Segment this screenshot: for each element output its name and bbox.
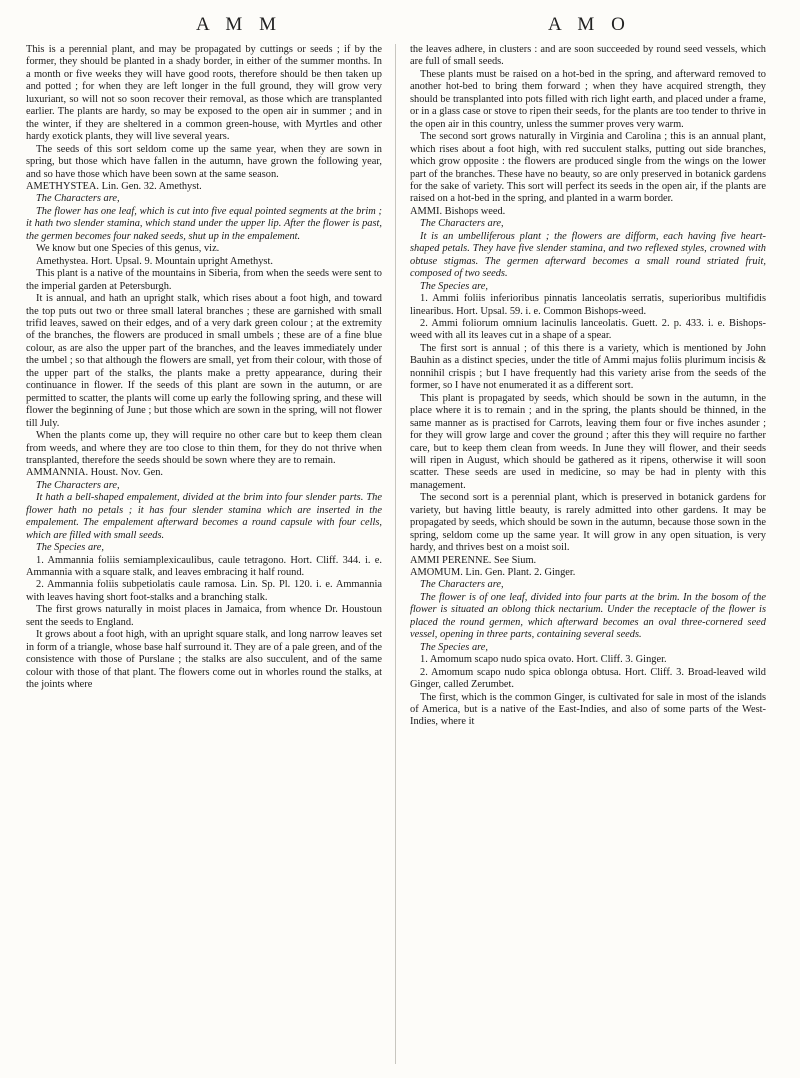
- running-head: [0, 14, 800, 38]
- entry-heading-amethystea: AMETHYSTEA. Lin. Gen. 32. Amethyst.: [26, 180, 202, 192]
- paragraph: This is a perennial plant, and may be propagated by cuttings or seeds ; if by the former, they should be planted in a shady border, in either of the summer months. In a month or five weeks they will have good roots, therefore should be then taken up and potted ; for when they are left longer in the full ground, they will grow very luxuriant, so will not so soon recover their removal, as those which are transplanted earlier. The plants are hardy, so may be exposed to the open air in summer ; and in the winter, if they are sheltered in a common green-house, with Myrtles and other hardy exotick plants, they will live several years.: [26, 44, 382, 143]
- paragraph: These plants must be raised on a hot-bed in the spring, and afterward removed to another hot-bed to bring them forward ; when they have acquired strength, they should be transplanted into pots filled with rich light earth, and placed under a frame, or in a glass case or stove to ripen their seeds, for the plants are too tender to thrive in the open air in this country, unless the summer proves very warm.: [410, 68, 766, 130]
- species-entry: 1. Ammannia foliis semiamplexicaulibus, caule tetragono. Hort. Cliff. 344. i. e. Ammannia with a square stalk, and leaves embracing it half round.: [26, 554, 382, 579]
- paragraph: The second sort grows naturally in Virginia and Carolina ; this is an annual plant, which rises about a foot high, with red succulent stalks, putting out side branches, which grow opposite : the flowers are produced single from the wings on the lower part of the branches. These have no beauty, so are only preserved in botanick gardens for the sake of variety. This sort will perfect its seeds in the open air, if the plants are raised on a hot-bed in the spring, and planted in a warm border.: [410, 131, 766, 205]
- characters-label: The Characters are,: [36, 479, 120, 491]
- species-label: The Species are,: [36, 542, 105, 554]
- running-head-right: A M O: [548, 14, 631, 35]
- paragraph: It grows about a foot high, with an upright square stalk, and long narrow leaves set in form of a triangle, whose base half surround it. They are of a pale green, and of the consistence with those of Purslane ; the stalks are also succulent, and of the same colour with those of that plant. The flowers come out in whorles round the stalks, at the joints where: [26, 629, 382, 691]
- paragraph: It is annual, and hath an upright stalk, which rises about a foot high, and toward the top puts out two or three small lateral branches ; these are garnished with small trifid leaves, sawed on their edges, and of a very dark green colour ; at the extremity of the branches, the flowers are produced in small umbels ; these are of a fine blue colour, as are also the upper part of the branches, and the leaves immediately under the umbel ; so that although the flowers are small, yet from their colour, with those of the upper part of the stalks, the plants make a pretty appearance, during their continuance in flower. If the seeds of this plant are sown in the autumn, or are permitted to scatter, the plants will come up early the following spring, and these will flower the beginning of June ; but those which are sown in the spring, will not flower till July.: [26, 293, 382, 429]
- species-entry: 2. Ammannia foliis subpetiolatis caule ramosa. Lin. Sp. Pl. 120. i. e. Ammannia with leaves having short foot-stalks and a branching stalk.: [26, 579, 382, 603]
- paragraph: We know but one Species of this genus, viz.: [36, 243, 220, 255]
- paragraph: The seeds of this sort seldom come up the same year, when they are sown in spring, but those which have fallen in the autumn, have grown the following year, and so have those which have been sown at the same season.: [26, 143, 382, 180]
- left-column: [26, 44, 382, 1074]
- species-label: The Species are,: [420, 641, 489, 653]
- paragraph: The first grows naturally in moist places in Jamaica, from whence Dr. Houstoun sent the seeds to England.: [26, 604, 382, 628]
- characters-text: The flower is of one leaf, divided into four parts at the brim. In the bosom of the flower is situated an oblong thick nectarium. Under the receptacle of the flower is placed the round germen, which afterward becomes an oval three-cornered seed vessel, opening in three parts, containing several seeds.: [410, 591, 766, 641]
- right-column: [410, 44, 766, 1074]
- entry-heading-ammannia: AMMANNIA. Houst. Nov. Gen.: [26, 467, 163, 479]
- paragraph: When the plants come up, they will require no other care but to keep them clean from weeds, and where they are too close to thin them, for they do not thrive when transplanted, therefore the seeds should be sown where they are to remain.: [26, 430, 382, 466]
- column-divider: [395, 44, 396, 1064]
- characters-text: The flower has one leaf, which is cut into five equal pointed segments at the brim ; it hath two slender stamina, which stand under the upper lip. After the flower is past, the germen becomes four naked seeds, shut up in the empalement.: [26, 205, 382, 242]
- characters-label: The Characters are,: [420, 579, 504, 591]
- paragraph: The first sort is annual ; of this there is a variety, which is mentioned by John Bauhin as a distinct species, under the title of Ammi majus foliis plurimum incisis & nonnihil crispis ; but I have frequently had this variety arise from the seeds of the former, so I have not enumerated it as a different sort.: [410, 342, 766, 392]
- paragraph: The first, which is the common Ginger, is cultivated for sale in most of the islands of America, but is a native of the East-Indies, and also of some parts of the West-Indies, where it: [410, 691, 766, 728]
- species-label: The Species are,: [420, 280, 489, 292]
- running-head-left: A M M: [196, 14, 282, 35]
- species-entry: 1. Ammi foliis inferioribus pinnatis lanceolatis serratis, superioribus multifidis linearibus. Hort. Upsal. 59. i. e. Common Bishops-weed.: [410, 293, 766, 317]
- entry-heading-ammi: AMMI. Bishops weed.: [410, 205, 506, 217]
- characters-text: It is an umbelliferous plant ; the flowers are difform, each having five heart-shaped petals. They have five slender stamina, and two reflexed styles, crowned with obtuse stigmas. The germen afterward becomes a small round striated fruit, composed of two seeds.: [410, 230, 766, 280]
- species-entry: 2. Amomum scapo nudo spica oblonga obtusa. Hort. Cliff. 3. Broad-leaved wild Ginger, called Zerumbet.: [410, 666, 766, 691]
- paragraph: the leaves adhere, in clusters : and are soon succeeded by round seed vessels, which are full of small seeds.: [410, 44, 766, 68]
- paragraph: The second sort is a perennial plant, which is preserved in botanick gardens for variety, but having little beauty, is rarely admitted into other gardens. It may be propagated by seeds, which should be sown in the autumn, because those sown in the spring, seldom come up the same year. It will grow in any open situation, is very hardy, and thrives best on a moist soil.: [410, 492, 766, 554]
- characters-label: The Characters are,: [420, 218, 504, 230]
- entry-heading-amomum: AMOMUM. Lin. Gen. Plant. 2. Ginger.: [410, 567, 576, 579]
- species-entry: Amethystea. Hort. Upsal. 9. Mountain upright Amethyst.: [36, 255, 273, 267]
- species-entry: 1. Amomum scapo nudo spica ovato. Hort. Cliff. 3. Ginger.: [420, 654, 667, 666]
- characters-text: It hath a bell-shaped empalement, divided at the brim into four slender parts. The flower hath no petals ; it has four slender stamina which are inserted in the empalement. The empalement afterward becomes a round capsule with four cells, which are filled with small seeds.: [26, 492, 382, 541]
- paragraph: This plant is a native of the mountains in Siberia, from when the seeds were sent to the imperial garden at Petersburgh.: [26, 268, 382, 292]
- paragraph: This plant is propagated by seeds, which should be sown in the autumn, in the place where it is to remain ; and in the spring, the plants should be thinned, in the same manner as is practised for Carrots, leaving them four or five inches asunder ; for they will grow large and cover the ground ; after this they will require no farther care, but to keep them clean from weeds. In June they will flower, and their seeds will ripen in August, which should be gathered as it ripens, otherwise it will soon scatter. These seeds are used in medicine, so may be had in plenty with this management.: [410, 392, 766, 491]
- species-entry: 2. Ammi foliorum omnium lacinulis lanceolatis. Guett. 2. p. 433. i. e. Bishops-weed with all its leaves cut in a shape of a spear.: [410, 317, 766, 342]
- entry-heading-ammi-perenne: AMMI PERENNE. See Sium.: [410, 554, 537, 566]
- characters-label: The Characters are,: [36, 193, 120, 205]
